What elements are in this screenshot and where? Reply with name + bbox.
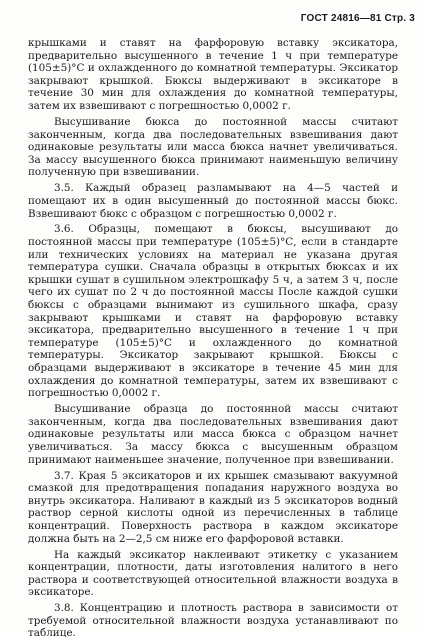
paragraph-sample-drying-completion: Высушивание образца до постоянной массы считают законченным, когда два последовательных взвешивания дают одинаковые результаты или масса бюкса с образцом начнет увеличиваться. За массу бюкса с высушенным образцом принимают наименьшее значение, полученное при взвешивании.	[28, 403, 398, 466]
paragraph-3-7: 3.7. Края 5 эксикаторов и их крышек смазывают вакуумной смазкой для предотвращения попадания наружного воздуха во внутрь эксикатора. Наливают в каждый из 5 эксикаторов водный раствор серной кислоты одной из перечисленных в таблице концентраций. Поверхность раствора в каждом эксикаторе должна быть на 2—2,5 см ниже его фарфоровой вставки.	[28, 469, 398, 545]
paragraph-label-note: На каждый эксикатор наклеивают этикетку с указанием концентрации, плотности, даты изготовления налитого в него раствора и соответствующей относительной влажности воздуха в эксикаторе.	[28, 548, 398, 599]
paragraph-box-drying-completion: Высушивание бюкса до постоянной массы считают законченным, когда два последовательных взвешивания дают одинаковые результаты или масса бюкса начнет увеличиваться. За массу высушенного бюкса принимают наименьшую величину полученную при взвешивании.	[28, 115, 398, 179]
body-text	[28, 37, 398, 643]
paragraph-3-5: 3.5. Каждый образец разламывают на 4—5 частей и помещают их в один высушенный до постоянной массы бюкс. Взвешивают бюкс с образцом с погрешностью 0,0002 г.	[28, 182, 398, 220]
running-header: ГОСТ 24816—81 Стр. 3	[300, 13, 415, 24]
paragraph-continuation: крышками и ставят на фарфоровую вставку эксикатора, предварительно высушенного в течение 1 ч при температуре (105±5)°С и охлажденного до комнатной температуры. Эксикатор закрывают крышкой. Бюксы выдерживают в эксикаторе в течение 30 мин для охлаждения до комнатной температуры, затем их взвешивают с погрешностью 0,0002 г.	[28, 37, 398, 112]
paragraph-3-6: 3.6. Образцы, помещают в бюксы, высушивают до постоянной массы при температуре (105±5)°С, если в стандарте или технических условиях на материал не указана другая температура сушки. Сначала образцы в открытых бюксах и их крышки сушат в сушильном электрошкафу 5 ч, а затем 3 ч, после чего их сушат по 2 ч до постоянной массы После каждой сушки бюксы с образцами вынимают из сушильного шкафа, сразу закрывают крышками и ставят на фарфоровую вставку эксикатора, предварительно высушенного в течение 1 ч при температуре (105±5)°С и охлажденного до комнатной температуры. Эксикатор закрывают крышкой. Бюксы с образцами выдерживают в эксикаторе в течение 45 мин для охлаждения до комнатной температуры, затем их взвешивают с погрешностью 0,0002 г.	[28, 223, 398, 400]
paragraph-3-8: 3.8. Концентрацию и плотность раствора в зависимости от требуемой относительной влажности воздуха устанавливают по таблице.	[28, 602, 398, 640]
